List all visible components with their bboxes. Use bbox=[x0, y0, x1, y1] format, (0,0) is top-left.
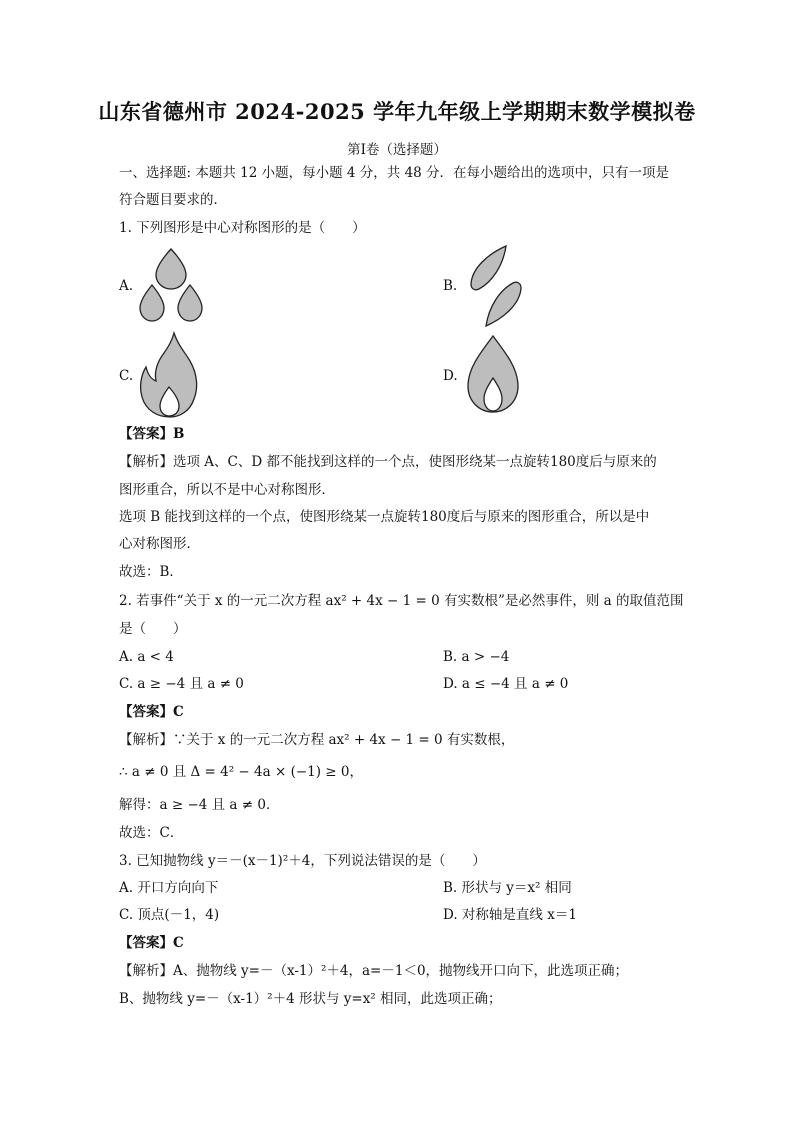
q3-option-a: A. 开口方向向下 bbox=[119, 880, 219, 896]
q1-analysis-line2: 图形重合，所以不是中心对称图形． bbox=[119, 482, 335, 498]
q3-option-b: B. 形状与 y＝x² 相同 bbox=[443, 880, 572, 896]
q1-option-d-label: D. bbox=[443, 368, 458, 384]
q2-analysis-line3: 解得：a ≥ −4 且 a ≠ 0． bbox=[119, 797, 280, 813]
q3-stem: 3. 已知抛物线 y＝－(x－1)²＋4，下列说法错误的是（ ） bbox=[119, 853, 486, 869]
q1-option-c-label: C. bbox=[119, 368, 134, 384]
q2-stem-line1: 2. 若事件“关于 x 的一元二次方程 ax² + 4x − 1 = 0 有实数根”是必然事件，则 a 的取值范围 bbox=[119, 593, 684, 609]
q1-analysis-line4: 心对称图形． bbox=[119, 536, 200, 552]
q2-option-a: A. a < 4 bbox=[119, 649, 174, 665]
q2-analysis-line2: ∴ a ≠ 0 且 Δ = 4² − 4a × (−1) ≥ 0， bbox=[119, 764, 363, 780]
page-title: 山东省德州市 2024-2025 学年九年级上学期期末数学模拟卷 bbox=[98, 99, 696, 124]
q1-stem: 1. 下列图形是中心对称图形的是（ ） bbox=[119, 220, 366, 236]
q1-answer: 【答案】B bbox=[119, 426, 185, 442]
q1-figure-b-leaves bbox=[466, 244, 526, 328]
q1-option-a-label: A. bbox=[119, 278, 134, 294]
section-intro-line1: 一、选择题: 本题共 12 小题，每小题 4 分，共 48 分．在每小题给出的选项中，只有一项是 bbox=[119, 165, 670, 181]
q3-option-d: D. 对称轴是直线 x＝1 bbox=[443, 907, 577, 923]
q1-figure-a-drops bbox=[136, 247, 206, 325]
section-intro-line2: 符合题目要求的． bbox=[119, 192, 227, 208]
q1-option-b-label: B. bbox=[443, 278, 458, 294]
q2-stem-line2: 是（ ） bbox=[119, 621, 187, 637]
q1-figure-d-flame bbox=[465, 334, 521, 414]
q1-analysis-line3: 选项 B 能找到这样的一个点，使图形绕某一点旋转180度后与原来的图形重合，所以是中 bbox=[119, 509, 650, 525]
q2-analysis-line1: 【解析】∵关于 x 的一元二次方程 ax² + 4x − 1 = 0 有实数根， bbox=[119, 732, 515, 748]
q2-answer: 【答案】C bbox=[119, 704, 184, 720]
q2-analysis-line4: 故选：C． bbox=[119, 825, 184, 841]
q3-answer: 【答案】C bbox=[119, 935, 184, 951]
q1-analysis-line5: 故选：B． bbox=[119, 564, 183, 580]
page-subtitle: 第Ⅰ卷（选择题） bbox=[347, 142, 447, 158]
q1-figure-c-fire bbox=[138, 331, 202, 419]
q3-option-c: C. 顶点(－1，4) bbox=[119, 907, 220, 923]
q1-analysis-line1: 【解析】选项 A、C、D 都不能找到这样的一个点，使图形绕某一点旋转180度后与原来的 bbox=[119, 454, 657, 470]
q2-option-b: B. a > −4 bbox=[443, 649, 510, 665]
q3-analysis-line1: 【解析】A、抛物线 y=－（x-1）²＋4，a=－1＜0，抛物线开口向下，此选项正确； bbox=[119, 963, 629, 979]
q2-option-d: D. a ≤ −4 且 a ≠ 0 bbox=[443, 676, 569, 692]
q3-analysis-line2: B、抛物线 y=－（x-1）²＋4 形状与 y=x² 相同，此选项正确； bbox=[119, 991, 502, 1007]
q2-option-c: C. a ≥ −4 且 a ≠ 0 bbox=[119, 676, 244, 692]
